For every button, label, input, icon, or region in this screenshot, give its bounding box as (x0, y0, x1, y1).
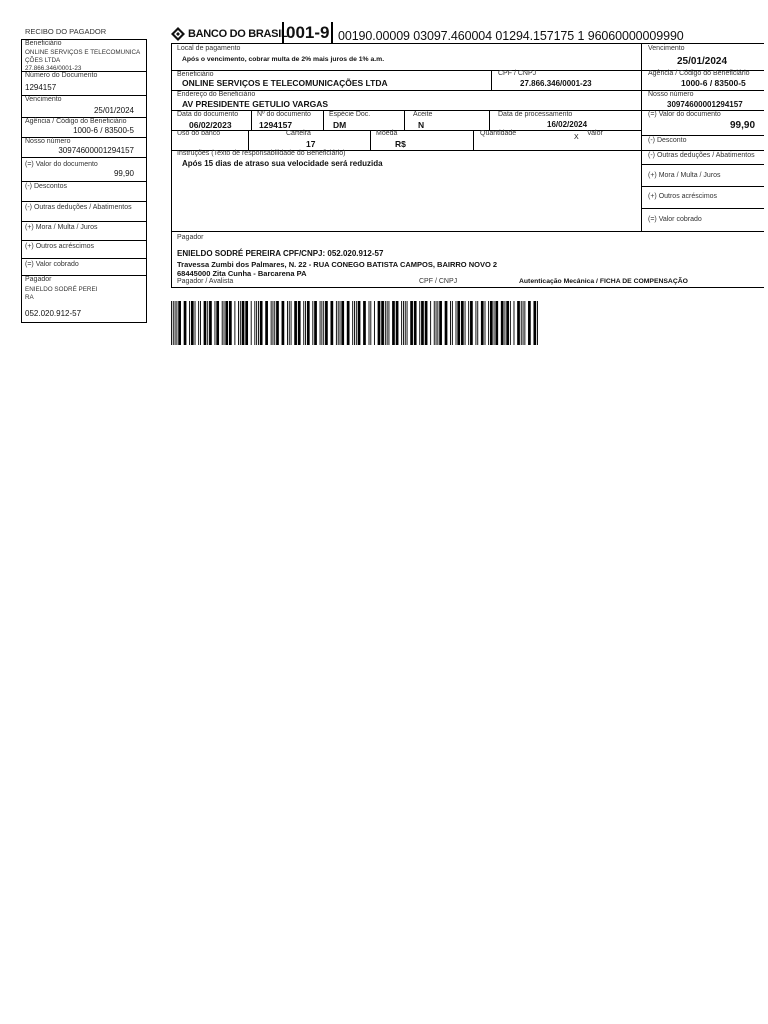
barcode-bar (457, 301, 460, 345)
nosso-numero-label: Nosso número (648, 91, 694, 98)
recibo-valor-block (22, 158, 146, 182)
barcode-bar (330, 301, 333, 345)
barcode-bar (374, 301, 375, 345)
x-mark: X (574, 134, 579, 141)
barcode-bar (256, 301, 257, 345)
barcode-bar (378, 301, 381, 345)
barcode-bar (171, 301, 172, 345)
barcode-bar (452, 301, 453, 345)
barcode-bar (437, 301, 438, 345)
cpf-cnpj-label: CPF / CNPJ (498, 70, 537, 77)
barcode-bar (514, 301, 515, 345)
recibo-nosso-numero-block (22, 138, 146, 158)
local-pagamento: Após o vencimento, cobrar multa de 2% mais juros de 1% a.m. (182, 56, 385, 63)
barcode-bar (242, 301, 245, 345)
moeda-label: Moeda (376, 130, 398, 137)
barcode-bar (251, 301, 252, 345)
quantidade-label: Quantidade (480, 130, 517, 137)
barcode-bar (524, 301, 525, 345)
barcode-bar (272, 301, 273, 345)
barcode-bar (198, 301, 199, 345)
barcode-bar (294, 301, 297, 345)
recibo-beneficiario-label: Beneficiário (25, 40, 62, 47)
pagador-avalista-label: Pagador / Avalista (177, 278, 234, 285)
barcode-bar (209, 301, 212, 345)
barcode-bar (434, 301, 435, 345)
barcode-bar (387, 301, 388, 345)
barcode-bar (336, 301, 337, 345)
pagador-endereco1: Travessa Zumbi dos Palmares, N. 22 - RUA CONEGO BATISTA CAMPOS, BAIRRO NOVO 2 (177, 260, 498, 269)
barcode-bar (401, 301, 402, 345)
outros-acrescimos-label: (+) Outros acréscimos (648, 193, 718, 200)
recibo-beneficiario-line2: ÇÕES LTDA (25, 57, 61, 64)
barcode-bar (396, 301, 399, 345)
recibo-valor: 99,90 (113, 169, 134, 178)
barcode-bar (175, 301, 176, 345)
instrucoes-label: Instruções (Texto de responsabilidade do Beneficiário) (177, 150, 346, 157)
recibo-cobrado-block (22, 259, 146, 276)
beneficiario: ONLINE SERVIÇOS E TELECOMUNICAÇÕES LTDA (182, 78, 388, 88)
barcode-bar (488, 301, 489, 345)
barcode-bar (528, 301, 531, 345)
barcode-bar (521, 301, 522, 345)
barcode-bar (405, 301, 406, 345)
recibo-vencimento-label: Vencimento (25, 96, 62, 103)
barcode-bar (204, 301, 207, 345)
outras-deducoes-label: (-) Outras deduções / Abatimentos (648, 152, 755, 159)
barcode-bar (216, 301, 219, 345)
barcode-bar (370, 301, 371, 345)
recibo-pagador-label: Pagador (25, 276, 52, 283)
barcode-bar (533, 301, 536, 345)
barcode-bar (436, 301, 437, 345)
barcode-bar (385, 301, 386, 345)
barcode-bar (517, 301, 520, 345)
barcode-bar (287, 301, 288, 345)
barcode-bar (490, 301, 493, 345)
barcode-bar (465, 301, 466, 345)
barcode-bar (265, 301, 268, 345)
cpf-cnpj-avalista-label: CPF / CNPJ (419, 278, 458, 285)
recibo-valor-label: (=) Valor do documento (25, 161, 98, 168)
barcode-bar (356, 301, 357, 345)
carteira-label: Carteira (286, 130, 311, 137)
data-proc: 16/02/2024 (547, 120, 588, 129)
barcode-bar (303, 301, 304, 345)
barcode-bar (229, 301, 232, 345)
recibo-pagador-block (22, 276, 146, 323)
barcode-bar (410, 301, 413, 345)
barcode-bar (338, 301, 339, 345)
barcode-bar (381, 301, 384, 345)
barcode-bar (195, 301, 196, 345)
barcode-bar (537, 301, 538, 345)
barcode-bar (347, 301, 350, 345)
valor-cobrado-label: (=) Valor cobrado (648, 216, 702, 223)
especie-doc-label: Espécie Doc. (329, 111, 371, 118)
nosso-numero: 30974600001294157 (667, 100, 743, 109)
barcode-bar (523, 301, 524, 345)
recibo-nosso-numero: 30974600001294157 (58, 146, 134, 155)
barcode-bar (504, 301, 505, 345)
barcode-bar (340, 301, 341, 345)
barcode-bar (392, 301, 395, 345)
agencia-label: Agência / Código do Beneficiário (648, 70, 750, 77)
barcode-bar (439, 301, 442, 345)
recibo-beneficiario-block (22, 40, 146, 72)
barcode-bar (225, 301, 228, 345)
barcode-bar (240, 301, 241, 345)
beneficiario-label: Beneficiário (177, 71, 214, 78)
bank-name: BANCO DO BRASIL (188, 28, 288, 40)
barcode-bar (510, 301, 511, 345)
recibo-nosso-numero-label: Nosso número (25, 138, 71, 145)
recibo-pagador-cpf: 052.020.912-57 (25, 309, 82, 318)
recibo-beneficiario-line1: ONLINE SERVIÇOS E TELECOMUNICA (25, 49, 141, 56)
ficha-compensacao (171, 43, 764, 287)
barcode-bar (481, 301, 484, 345)
barcode-bar (191, 301, 194, 345)
barcode-bar (222, 301, 223, 345)
recibo-agencia-label: Agência / Código do Beneficiário (25, 118, 127, 125)
barcode-bar (184, 301, 187, 345)
recibo-vencimento: 25/01/2024 (93, 106, 134, 115)
recibo-descontos-block (22, 182, 146, 202)
barcode-bar (312, 301, 313, 345)
barcode-bar (506, 301, 509, 345)
recibo-vencimento-block (22, 96, 146, 118)
recibo-mora-block (22, 222, 146, 241)
recibo-beneficiario-cnpj: 27.866.346/0001-23 (25, 65, 82, 71)
endereco-label: Endereço do Beneficiário (177, 91, 256, 98)
barcode-bar (363, 301, 366, 345)
barcode-bar (388, 301, 389, 345)
barcode-bar (461, 301, 464, 345)
barcode-bar (289, 301, 290, 345)
barcode-bar (468, 301, 469, 345)
barcode-bar (358, 301, 361, 345)
barcode-bar (314, 301, 317, 345)
barcode-bar (224, 301, 225, 345)
recibo-pagador-line2: RA (25, 294, 34, 301)
especie-doc: DM (333, 120, 347, 130)
valor-label: Valor (587, 130, 603, 137)
local-pagamento-label: Local de pagamento (177, 45, 241, 52)
barcode-bar (325, 301, 328, 345)
num-doc: 1294157 (259, 120, 293, 130)
data-doc: 06/02/2023 (189, 120, 232, 130)
recibo-acrescimos-block (22, 241, 146, 259)
recibo-pagador-line1: ENIELDO SODRÉ PEREI (25, 286, 98, 293)
barcode-bar (403, 301, 404, 345)
aceite-label: Aceite (413, 111, 433, 118)
instrucoes: Após 15 dias de atraso sua velocidade será reduzida (182, 159, 383, 168)
data-proc-label: Data de processamento (498, 111, 573, 118)
valor-doc: 99,90 (730, 120, 756, 131)
barcode-bar (407, 301, 408, 345)
barcode-bar (321, 301, 322, 345)
barcode-bar (475, 301, 476, 345)
barcode-bar (425, 301, 428, 345)
barcode-bar (207, 301, 208, 345)
barcode-bar (271, 301, 272, 345)
barcode-bar (369, 301, 370, 345)
cpf-cnpj: 27.866.346/0001-23 (520, 79, 592, 88)
recibo-title: RECIBO DO PAGADOR (25, 27, 107, 36)
barcode-bar (445, 301, 448, 345)
bank-code: 001-9 (282, 22, 333, 43)
barcode-bar (176, 301, 177, 345)
agencia: 1000-6 / 83500-5 (681, 78, 746, 88)
pagador-endereco2: 68445000 Zita Cunha - Barcarena PA (177, 269, 307, 278)
mora-label: (+) Mora / Multa / Juros (648, 172, 721, 179)
recibo-acrescimos-label: (+) Outros acréscimos (25, 243, 95, 250)
barcode-bar (200, 301, 201, 345)
barcode-bar (305, 301, 306, 345)
barcode-bar (291, 301, 292, 345)
uso-banco-label: Uso do banco (177, 130, 221, 137)
barcode-bar (470, 301, 473, 345)
barcode-bar (419, 301, 420, 345)
recibo-numdoc: 1294157 (25, 83, 57, 92)
barcode-bar (260, 301, 263, 345)
barcode-bar (485, 301, 486, 345)
barcode-bar (354, 301, 355, 345)
recibo-deducoes-label: (-) Outras deduções / Abatimentos (25, 204, 132, 211)
barcode-bar (298, 301, 301, 345)
data-doc-label: Data do documento (177, 111, 239, 118)
recibo-pagador (21, 39, 147, 323)
pagador-label: Pagador (177, 234, 204, 241)
barcode-bar (276, 301, 279, 345)
barcode-bar (189, 301, 190, 345)
barcode-bar (178, 301, 181, 345)
barcode-bar (307, 301, 310, 345)
valor-doc-label: (=) Valor do documento (648, 111, 721, 118)
barcode-bar (254, 301, 255, 345)
barcode-bar (450, 301, 451, 345)
recibo-numdoc-block (22, 72, 146, 96)
aceite: N (418, 120, 425, 130)
barcode-bar (282, 301, 285, 345)
barcode-bar (258, 301, 259, 345)
barcode-bar (245, 301, 248, 345)
barcode-bar (414, 301, 417, 345)
desconto-label: (-) Desconto (648, 137, 687, 144)
barcode-bar (215, 301, 216, 345)
barcode-bar (320, 301, 321, 345)
recibo-cobrado-label: (=) Valor cobrado (25, 261, 79, 268)
recibo-numdoc-label: Número do Documento (25, 72, 98, 79)
barcode-bar (501, 301, 504, 345)
endereco: AV PRESIDENTE GETULIO VARGAS (182, 99, 329, 109)
barcode-bar (430, 301, 431, 345)
barcode (171, 301, 538, 345)
autenticacao-label: Autenticação Mecânica / FICHA DE COMPENSAÇÃO (519, 278, 688, 285)
vencimento: 25/01/2024 (677, 56, 728, 67)
barcode-bar (352, 301, 353, 345)
barcode-bar (274, 301, 275, 345)
barcode-bar (323, 301, 324, 345)
recibo-deducoes-block (22, 202, 146, 222)
barcode-bar (421, 301, 424, 345)
barcode-bar (234, 301, 235, 345)
linha-digitavel: 00190.00009 03097.460004 01294.157175 1 96060000009990 (338, 29, 684, 43)
pagador-nome: ENIELDO SODRÉ PEREIRA CPF/CNPJ: 052.020.912-57 (177, 249, 384, 258)
recibo-mora-label: (+) Mora / Multa / Juros (25, 224, 98, 231)
barcode-bar (477, 301, 478, 345)
carteira: 17 (306, 139, 316, 149)
num-doc-label: Nº do documento (257, 111, 311, 118)
barcode-bar (238, 301, 239, 345)
barcode-bar (495, 301, 498, 345)
bank-logo (171, 26, 287, 42)
barcode-bar (173, 301, 174, 345)
recibo-agencia-block (22, 118, 146, 138)
banco-do-brasil-logo-icon (171, 27, 185, 41)
vencimento-label: Vencimento (648, 45, 685, 52)
barcode-bar (494, 301, 495, 345)
barcode-bar (341, 301, 344, 345)
recibo-agencia: 1000-6 / 83500-5 (73, 126, 134, 135)
barcode-bar (456, 301, 457, 345)
recibo-descontos-label: (-) Descontos (25, 183, 68, 190)
moeda: R$ (395, 139, 406, 149)
